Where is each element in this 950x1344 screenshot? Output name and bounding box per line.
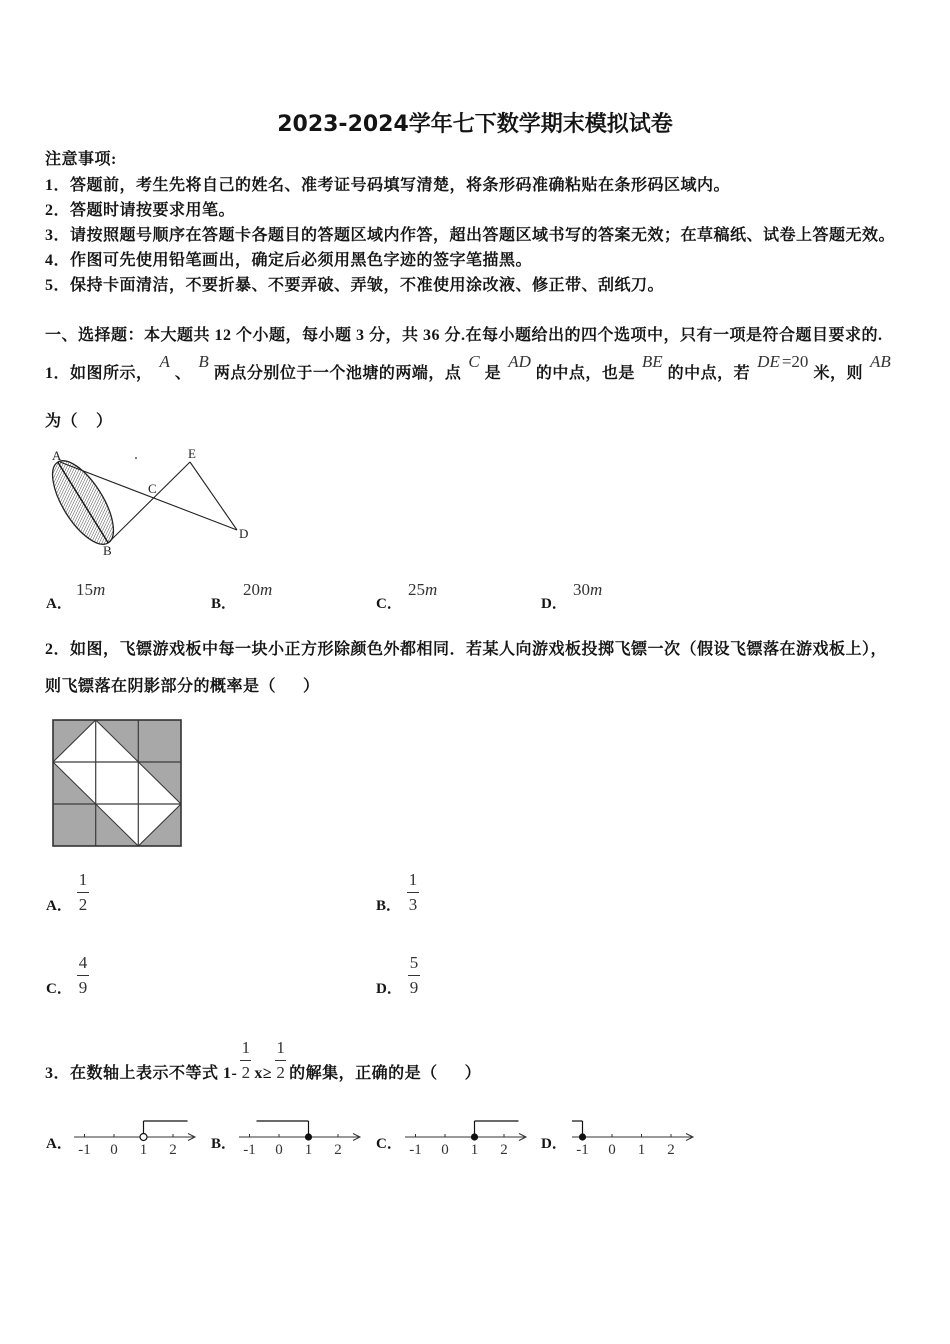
page-title: 2023-2024学年七下数学期末模拟试卷 — [277, 112, 673, 137]
label-e: E — [188, 446, 196, 461]
label-c: C — [148, 481, 157, 496]
fraction-bar — [408, 975, 420, 976]
segment-ed-line — [190, 462, 237, 530]
numerator: 1 — [78, 870, 88, 889]
q2-option-b-label[interactable]: B． — [376, 898, 402, 914]
note-item-5: 5．保持卡面清洁，不要折暴、不要弄破、弄皱，不准使用涂改液、修正带、刮纸刀。 — [45, 277, 665, 294]
tick-label: 1 — [139, 1142, 148, 1158]
section-heading: 一、选择题：本大题共 12 个小题，每小题 3 分，共 36 分.在每小题给出的四个选项中，只有一项是符合题目要求的. — [45, 327, 883, 344]
q2-option-a-label[interactable]: A． — [46, 898, 72, 914]
denominator: 2 — [78, 895, 88, 914]
option-unit: m — [425, 580, 438, 599]
q3-option-c-label[interactable]: C． — [376, 1136, 402, 1152]
q1-text: 两点分别位于一个池塘的两端，点 — [213, 365, 462, 382]
tick-label: 0 — [275, 1142, 283, 1158]
q3-text: x≥ — [254, 1065, 273, 1082]
question-1-stem-end: 为（ ） — [45, 413, 113, 430]
segment-ab-symbol: AB — [869, 352, 891, 371]
q1-option-a-value — [76, 580, 105, 600]
fraction-bar — [275, 1060, 286, 1061]
tick-label: 2 — [169, 1142, 177, 1158]
note-item-2: 2．答题时请按要求用笔。 — [45, 202, 236, 219]
q1-text: 、 — [174, 365, 192, 382]
numerator: 5 — [409, 953, 419, 972]
solution-closed-dot — [472, 1134, 478, 1140]
option-unit: m — [590, 580, 603, 599]
fraction-one-half — [275, 1038, 286, 1083]
label-b: B — [103, 543, 112, 558]
notes-heading: 注意事项: — [45, 151, 117, 168]
fraction-bar — [77, 975, 89, 976]
q1-option-b-label[interactable]: B． — [211, 596, 237, 612]
tick-label: -1 — [576, 1142, 589, 1158]
solution-closed-dot — [580, 1134, 586, 1140]
q3-text: 3．在数轴上表示不等式 1- — [45, 1065, 238, 1082]
q3-option-a-label[interactable]: A． — [46, 1136, 72, 1152]
tick-label: -1 — [243, 1142, 256, 1158]
pond-figure — [45, 440, 260, 562]
tick-label: 0 — [110, 1142, 118, 1158]
tick-label: 1 — [304, 1142, 313, 1158]
q1-text: 米，则 — [813, 365, 863, 382]
q2-option-c-label[interactable]: C． — [46, 981, 72, 997]
point-c-symbol: C — [468, 352, 480, 371]
note-item-3: 3．请按照题号顺序在答题卡各题目的答题区域内作答，超出答题区域书写的答案无效；在草稿纸、试卷上答题无效。 — [45, 227, 896, 244]
solution-closed-dot — [306, 1134, 312, 1140]
label-a: A — [52, 448, 62, 463]
question-3-stem — [45, 1038, 481, 1084]
option-number: 15 — [76, 580, 93, 599]
fraction-one-half — [240, 1038, 251, 1083]
q1-text: 的中点，也是 — [535, 365, 635, 382]
point-b-symbol: B — [198, 352, 209, 371]
label-d: D — [239, 526, 249, 541]
denominator: 9 — [409, 978, 419, 997]
note-item-4: 4．作图可先使用铅笔画出，确定后必须用黑色字迹的签字笔描黑。 — [45, 252, 533, 269]
tick-label: -1 — [409, 1142, 422, 1158]
fraction-bar — [407, 892, 419, 893]
tick-label: 1 — [637, 1142, 646, 1158]
numerator: 1 — [408, 870, 418, 889]
point-a-symbol: A — [159, 352, 170, 371]
tick-label: -1 — [78, 1142, 91, 1158]
segment-be-symbol: BE — [641, 352, 663, 371]
question-2-stem-end: 则飞镖落在阴影部分的概率是（ ） — [45, 678, 320, 695]
numerator: 1 — [241, 1038, 251, 1057]
solution-open-circle — [140, 1134, 147, 1141]
tick-label: 2 — [500, 1142, 508, 1158]
segment-ad-symbol: AD — [508, 352, 531, 371]
denominator: 2 — [241, 1063, 251, 1082]
fraction-bar — [77, 892, 89, 893]
q2-option-a-fraction — [77, 870, 89, 915]
numerator: 4 — [78, 953, 88, 972]
denominator: 3 — [408, 895, 418, 914]
dartboard-figure — [52, 719, 183, 848]
option-number: 25 — [408, 580, 425, 599]
stray-dot — [135, 457, 137, 459]
q1-option-c-label[interactable]: C． — [376, 596, 402, 612]
option-number: 20 — [243, 580, 260, 599]
option-unit: m — [93, 580, 106, 599]
option-number: 30 — [573, 580, 590, 599]
segment-be-line — [108, 462, 190, 543]
q3-option-d-label[interactable]: D． — [541, 1136, 567, 1152]
q2-option-d-fraction — [408, 953, 420, 998]
q1-option-d-value — [573, 580, 602, 600]
q2-option-d-label[interactable]: D． — [376, 981, 402, 997]
q2-option-c-fraction — [77, 953, 89, 998]
tick-label: 2 — [334, 1142, 342, 1158]
denominator: 2 — [276, 1063, 285, 1082]
segment-de-symbol: DE — [757, 352, 780, 371]
q1-text: 的中点，若 — [667, 365, 751, 382]
q1-text: 1．如图所示， — [45, 365, 153, 382]
q3-option-a-number-line — [70, 1112, 200, 1160]
question-2-stem: 2．如图，飞镖游戏板中每一块小正方形除颜色外都相同．若某人向游戏板投掷飞镖一次（假设飞镖落在游戏板上）， — [45, 641, 888, 658]
q1-option-c-value — [408, 580, 437, 600]
q3-option-c-number-line — [401, 1112, 531, 1160]
numerator: 1 — [276, 1038, 285, 1057]
q3-option-d-number-line — [568, 1112, 698, 1160]
denominator: 9 — [78, 978, 88, 997]
question-1-stem — [45, 352, 896, 384]
q2-option-b-fraction — [407, 870, 419, 915]
q1-option-b-value — [243, 580, 272, 600]
q3-text: 的解集，正确的是（ ） — [289, 1065, 482, 1082]
q1-option-d-label[interactable]: D． — [541, 596, 567, 612]
q1-option-a-label[interactable]: A． — [46, 596, 72, 612]
tick-label: 1 — [470, 1142, 479, 1158]
option-unit: m — [260, 580, 273, 599]
segment-de-value: =20 — [781, 352, 809, 371]
q3-option-b-label[interactable]: B． — [211, 1136, 237, 1152]
q3-option-b-number-line — [235, 1112, 365, 1160]
note-item-1: 1．答题前，考生先将自己的姓名、准考证号码填写清楚，将条形码准确粘贴在条形码区域内。 — [45, 177, 731, 194]
tick-label: 0 — [441, 1142, 449, 1158]
q1-text: 是 — [484, 365, 502, 382]
tick-label: 2 — [667, 1142, 675, 1158]
tick-label: 0 — [608, 1142, 616, 1158]
fraction-bar — [240, 1060, 251, 1061]
